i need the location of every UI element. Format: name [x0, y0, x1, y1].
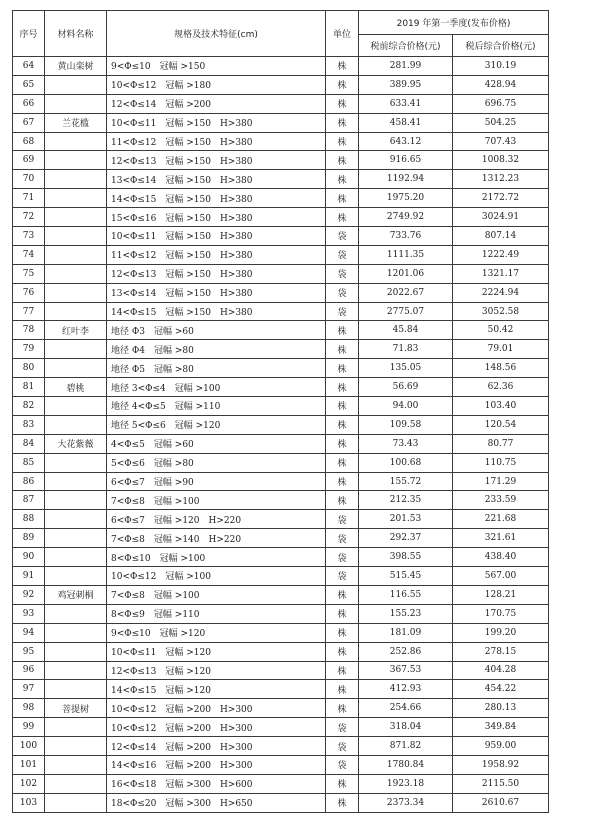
- post-tax-price: 280.13: [453, 699, 549, 718]
- row-number: 102: [13, 774, 45, 793]
- pre-tax-price: 2022.67: [359, 283, 453, 302]
- material-name: [45, 264, 107, 283]
- unit-cell: 株: [326, 321, 359, 340]
- material-name: [45, 642, 107, 661]
- table-row: [13, 567, 549, 586]
- spec-cell: 15<Φ≤16 冠幅 >150 H>380: [107, 208, 326, 227]
- row-number: 68: [13, 132, 45, 151]
- spec-cell: 10<Φ≤12 冠幅 >200 H>300: [107, 699, 326, 718]
- post-tax-price: 110.75: [453, 453, 549, 472]
- spec-cell: 9<Φ≤10 冠幅 >120: [107, 623, 326, 642]
- spec-cell: 12<Φ≤13 冠幅 >120: [107, 661, 326, 680]
- unit-cell: 袋: [326, 264, 359, 283]
- material-name: [45, 208, 107, 227]
- material-name: [45, 170, 107, 189]
- row-number: 83: [13, 415, 45, 434]
- material-name: [45, 189, 107, 208]
- table-row: [13, 585, 549, 604]
- pre-tax-price: 389.95: [359, 75, 453, 94]
- material-name: [45, 529, 107, 548]
- pre-tax-price: 73.43: [359, 434, 453, 453]
- pre-tax-price: 367.53: [359, 661, 453, 680]
- pre-tax-price: 515.45: [359, 567, 453, 586]
- unit-cell: 袋: [326, 283, 359, 302]
- row-number: 65: [13, 75, 45, 94]
- post-tax-price: 128.21: [453, 585, 549, 604]
- unit-cell: 袋: [326, 567, 359, 586]
- spec-cell: 地径 Φ3 冠幅 >60: [107, 321, 326, 340]
- row-number: 80: [13, 359, 45, 378]
- price-table: [12, 10, 549, 813]
- unit-cell: 株: [326, 113, 359, 132]
- row-number: 75: [13, 264, 45, 283]
- unit-cell: 株: [326, 57, 359, 76]
- unit-cell: 株: [326, 397, 359, 416]
- pre-tax-price: 398.55: [359, 548, 453, 567]
- table-row: [13, 699, 549, 718]
- row-number: 97: [13, 680, 45, 699]
- pre-tax-price: 318.04: [359, 718, 453, 737]
- table-row: [13, 113, 549, 132]
- material-name: [45, 567, 107, 586]
- pre-tax-price: 71.83: [359, 340, 453, 359]
- pre-tax-price: 2373.34: [359, 793, 453, 812]
- unit-cell: 株: [326, 94, 359, 113]
- material-name: 红叶李: [45, 321, 107, 340]
- pre-tax-price: 1192.94: [359, 170, 453, 189]
- table-row: [13, 529, 549, 548]
- pre-tax-price: 2749.92: [359, 208, 453, 227]
- post-tax-price: 3024.91: [453, 208, 549, 227]
- table-row: [13, 340, 549, 359]
- pre-tax-price: 1780.84: [359, 755, 453, 774]
- material-name: [45, 491, 107, 510]
- pre-tax-price: 155.72: [359, 472, 453, 491]
- post-tax-price: 2172.72: [453, 189, 549, 208]
- spec-cell: 8<Φ≤9 冠幅 >110: [107, 604, 326, 623]
- header-post-tax: 税后综合价格(元): [453, 35, 549, 57]
- header-pre-tax: 税前综合价格(元): [359, 35, 453, 57]
- spec-cell: 16<Φ≤18 冠幅 >300 H>600: [107, 774, 326, 793]
- unit-cell: 袋: [326, 718, 359, 737]
- table-row: [13, 623, 549, 642]
- material-name: 兰花槛: [45, 113, 107, 132]
- material-name: 鸡冠刺桐: [45, 585, 107, 604]
- unit-cell: 株: [326, 189, 359, 208]
- spec-cell: 5<Φ≤6 冠幅 >80: [107, 453, 326, 472]
- spec-cell: 13<Φ≤14 冠幅 >150 H>380: [107, 283, 326, 302]
- row-number: 86: [13, 472, 45, 491]
- row-number: 99: [13, 718, 45, 737]
- spec-cell: 7<Φ≤8 冠幅 >100: [107, 585, 326, 604]
- post-tax-price: 103.40: [453, 397, 549, 416]
- post-tax-price: 696.75: [453, 94, 549, 113]
- unit-cell: 袋: [326, 529, 359, 548]
- row-number: 79: [13, 340, 45, 359]
- pre-tax-price: 1975.20: [359, 189, 453, 208]
- table-row: [13, 283, 549, 302]
- spec-cell: 6<Φ≤7 冠幅 >90: [107, 472, 326, 491]
- row-number: 101: [13, 755, 45, 774]
- table-header: [13, 11, 549, 57]
- unit-cell: 株: [326, 434, 359, 453]
- pre-tax-price: 252.86: [359, 642, 453, 661]
- pre-tax-price: 458.41: [359, 113, 453, 132]
- unit-cell: 株: [326, 623, 359, 642]
- spec-cell: 11<Φ≤12 冠幅 >150 H>380: [107, 245, 326, 264]
- row-number: 74: [13, 245, 45, 264]
- table-body: [13, 57, 549, 813]
- header-seq: 序号: [13, 11, 45, 57]
- header-unit: 单位: [326, 11, 359, 57]
- material-name: [45, 718, 107, 737]
- post-tax-price: 79.01: [453, 340, 549, 359]
- post-tax-price: 1222.49: [453, 245, 549, 264]
- unit-cell: 株: [326, 472, 359, 491]
- row-number: 92: [13, 585, 45, 604]
- row-number: 94: [13, 623, 45, 642]
- pre-tax-price: 1923.18: [359, 774, 453, 793]
- table-row: [13, 359, 549, 378]
- post-tax-price: 2115.50: [453, 774, 549, 793]
- row-number: 89: [13, 529, 45, 548]
- unit-cell: 袋: [326, 755, 359, 774]
- material-name: [45, 227, 107, 246]
- spec-cell: 14<Φ≤15 冠幅 >150 H>380: [107, 302, 326, 321]
- row-number: 87: [13, 491, 45, 510]
- unit-cell: 株: [326, 774, 359, 793]
- unit-cell: 株: [326, 151, 359, 170]
- material-name: [45, 302, 107, 321]
- row-number: 103: [13, 793, 45, 812]
- spec-cell: 地径 3<Φ≤4 冠幅 >100: [107, 378, 326, 397]
- spec-cell: 7<Φ≤8 冠幅 >140 H>220: [107, 529, 326, 548]
- material-name: 大花紫薇: [45, 434, 107, 453]
- post-tax-price: 321.61: [453, 529, 549, 548]
- post-tax-price: 1321.17: [453, 264, 549, 283]
- post-tax-price: 120.54: [453, 415, 549, 434]
- table-row: [13, 378, 549, 397]
- material-name: [45, 75, 107, 94]
- pre-tax-price: 871.82: [359, 737, 453, 756]
- material-name: [45, 774, 107, 793]
- table-row: [13, 75, 549, 94]
- spec-cell: 12<Φ≤13 冠幅 >150 H>380: [107, 151, 326, 170]
- row-number: 71: [13, 189, 45, 208]
- spec-cell: 地径 Φ4 冠幅 >80: [107, 340, 326, 359]
- table-row: [13, 491, 549, 510]
- table-row: [13, 170, 549, 189]
- material-name: 菩提树: [45, 699, 107, 718]
- table-row: [13, 302, 549, 321]
- pre-tax-price: 100.68: [359, 453, 453, 472]
- pre-tax-price: 201.53: [359, 510, 453, 529]
- table-row: [13, 227, 549, 246]
- unit-cell: 袋: [326, 510, 359, 529]
- material-name: 黄山栾树: [45, 57, 107, 76]
- pre-tax-price: 412.93: [359, 680, 453, 699]
- table-row: [13, 397, 549, 416]
- material-name: [45, 359, 107, 378]
- pre-tax-price: 633.41: [359, 94, 453, 113]
- row-number: 90: [13, 548, 45, 567]
- material-name: [45, 755, 107, 774]
- pre-tax-price: 916.65: [359, 151, 453, 170]
- material-name: [45, 548, 107, 567]
- post-tax-price: 807.14: [453, 227, 549, 246]
- material-name: [45, 453, 107, 472]
- table-row: [13, 793, 549, 812]
- post-tax-price: 80.77: [453, 434, 549, 453]
- unit-cell: 株: [326, 359, 359, 378]
- header-material-name: 材料名称: [45, 11, 107, 57]
- spec-cell: 10<Φ≤11 冠幅 >150 H>380: [107, 227, 326, 246]
- table-row: [13, 151, 549, 170]
- post-tax-price: 171.29: [453, 472, 549, 491]
- post-tax-price: 278.15: [453, 642, 549, 661]
- spec-cell: 8<Φ≤10 冠幅 >100: [107, 548, 326, 567]
- table-row: [13, 680, 549, 699]
- material-name: [45, 245, 107, 264]
- row-number: 93: [13, 604, 45, 623]
- spec-cell: 10<Φ≤11 冠幅 >120: [107, 642, 326, 661]
- material-name: [45, 623, 107, 642]
- spec-cell: 4<Φ≤5 冠幅 >60: [107, 434, 326, 453]
- pre-tax-price: 94.00: [359, 397, 453, 416]
- material-name: [45, 661, 107, 680]
- table-row: [13, 245, 549, 264]
- unit-cell: 株: [326, 453, 359, 472]
- post-tax-price: 1008.32: [453, 151, 549, 170]
- header-spec: 规格及技术特征(cm): [107, 11, 326, 57]
- post-tax-price: 199.20: [453, 623, 549, 642]
- material-name: [45, 415, 107, 434]
- post-tax-price: 3052.58: [453, 302, 549, 321]
- table-row: [13, 132, 549, 151]
- spec-cell: 10<Φ≤11 冠幅 >150 H>380: [107, 113, 326, 132]
- row-number: 70: [13, 170, 45, 189]
- material-name: [45, 397, 107, 416]
- row-number: 69: [13, 151, 45, 170]
- post-tax-price: 310.19: [453, 57, 549, 76]
- pre-tax-price: 45.84: [359, 321, 453, 340]
- post-tax-price: 349.84: [453, 718, 549, 737]
- post-tax-price: 1312.23: [453, 170, 549, 189]
- post-tax-price: 221.68: [453, 510, 549, 529]
- unit-cell: 株: [326, 793, 359, 812]
- spec-cell: 14<Φ≤15 冠幅 >120: [107, 680, 326, 699]
- spec-cell: 地径 Φ5 冠幅 >80: [107, 359, 326, 378]
- row-number: 67: [13, 113, 45, 132]
- row-number: 78: [13, 321, 45, 340]
- pre-tax-price: 181.09: [359, 623, 453, 642]
- unit-cell: 株: [326, 75, 359, 94]
- pre-tax-price: 281.99: [359, 57, 453, 76]
- spec-cell: 11<Φ≤12 冠幅 >150 H>380: [107, 132, 326, 151]
- pre-tax-price: 254.66: [359, 699, 453, 718]
- post-tax-price: 2224.94: [453, 283, 549, 302]
- post-tax-price: 62.36: [453, 378, 549, 397]
- post-tax-price: 567.00: [453, 567, 549, 586]
- spec-cell: 18<Φ≤20 冠幅 >300 H>650: [107, 793, 326, 812]
- unit-cell: 株: [326, 491, 359, 510]
- material-name: 碧桃: [45, 378, 107, 397]
- unit-cell: 株: [326, 680, 359, 699]
- material-name: [45, 151, 107, 170]
- table-row: [13, 774, 549, 793]
- spec-cell: 地径 5<Φ≤6 冠幅 >120: [107, 415, 326, 434]
- unit-cell: 株: [326, 378, 359, 397]
- post-tax-price: 148.56: [453, 359, 549, 378]
- table-row: [13, 737, 549, 756]
- material-name: [45, 132, 107, 151]
- unit-cell: 株: [326, 661, 359, 680]
- unit-cell: 袋: [326, 548, 359, 567]
- unit-cell: 袋: [326, 227, 359, 246]
- material-name: [45, 340, 107, 359]
- row-number: 72: [13, 208, 45, 227]
- pre-tax-price: 2775.07: [359, 302, 453, 321]
- post-tax-price: 959.00: [453, 737, 549, 756]
- spec-cell: 12<Φ≤14 冠幅 >200 H>300: [107, 737, 326, 756]
- row-number: 96: [13, 661, 45, 680]
- unit-cell: 袋: [326, 737, 359, 756]
- post-tax-price: 2610.67: [453, 793, 549, 812]
- table-row: [13, 548, 549, 567]
- table-row: [13, 472, 549, 491]
- pre-tax-price: 212.35: [359, 491, 453, 510]
- table-row: [13, 321, 549, 340]
- material-name: [45, 793, 107, 812]
- pre-tax-price: 643.12: [359, 132, 453, 151]
- pre-tax-price: 292.37: [359, 529, 453, 548]
- row-number: 98: [13, 699, 45, 718]
- pre-tax-price: 733.76: [359, 227, 453, 246]
- row-number: 100: [13, 737, 45, 756]
- pre-tax-price: 135.05: [359, 359, 453, 378]
- table-row: [13, 642, 549, 661]
- row-number: 81: [13, 378, 45, 397]
- row-number: 66: [13, 94, 45, 113]
- unit-cell: 袋: [326, 245, 359, 264]
- row-number: 95: [13, 642, 45, 661]
- unit-cell: 袋: [326, 302, 359, 321]
- post-tax-price: 170.75: [453, 604, 549, 623]
- material-name: [45, 510, 107, 529]
- post-tax-price: 50.42: [453, 321, 549, 340]
- spec-cell: 12<Φ≤14 冠幅 >200: [107, 94, 326, 113]
- post-tax-price: 707.43: [453, 132, 549, 151]
- row-number: 64: [13, 57, 45, 76]
- table-row: [13, 453, 549, 472]
- material-name: [45, 737, 107, 756]
- pre-tax-price: 116.55: [359, 585, 453, 604]
- row-number: 84: [13, 434, 45, 453]
- table-row: [13, 604, 549, 623]
- unit-cell: 株: [326, 132, 359, 151]
- unit-cell: 株: [326, 340, 359, 359]
- unit-cell: 株: [326, 642, 359, 661]
- table-row: [13, 718, 549, 737]
- post-tax-price: 454.22: [453, 680, 549, 699]
- post-tax-price: 404.28: [453, 661, 549, 680]
- spec-cell: 10<Φ≤12 冠幅 >180: [107, 75, 326, 94]
- unit-cell: 株: [326, 699, 359, 718]
- post-tax-price: 428.94: [453, 75, 549, 94]
- row-number: 91: [13, 567, 45, 586]
- row-number: 76: [13, 283, 45, 302]
- material-name: [45, 94, 107, 113]
- pre-tax-price: 155.23: [359, 604, 453, 623]
- material-name: [45, 472, 107, 491]
- spec-cell: 7<Φ≤8 冠幅 >100: [107, 491, 326, 510]
- pre-tax-price: 56.69: [359, 378, 453, 397]
- unit-cell: 株: [326, 604, 359, 623]
- pre-tax-price: 109.58: [359, 415, 453, 434]
- row-number: 85: [13, 453, 45, 472]
- table-row: [13, 264, 549, 283]
- spec-cell: 13<Φ≤14 冠幅 >150 H>380: [107, 170, 326, 189]
- post-tax-price: 233.59: [453, 491, 549, 510]
- spec-cell: 14<Φ≤16 冠幅 >200 H>300: [107, 755, 326, 774]
- row-number: 73: [13, 227, 45, 246]
- table-row: [13, 755, 549, 774]
- table-row: [13, 189, 549, 208]
- material-name: [45, 604, 107, 623]
- table-row: [13, 415, 549, 434]
- row-number: 88: [13, 510, 45, 529]
- spec-cell: 14<Φ≤15 冠幅 >150 H>380: [107, 189, 326, 208]
- post-tax-price: 504.25: [453, 113, 549, 132]
- unit-cell: 株: [326, 585, 359, 604]
- table-row: [13, 661, 549, 680]
- pre-tax-price: 1111.35: [359, 245, 453, 264]
- spec-cell: 10<Φ≤12 冠幅 >200 H>300: [107, 718, 326, 737]
- spec-cell: 9<Φ≤10 冠幅 >150: [107, 57, 326, 76]
- row-number: 77: [13, 302, 45, 321]
- table-row: [13, 94, 549, 113]
- table-row: [13, 208, 549, 227]
- unit-cell: 株: [326, 415, 359, 434]
- post-tax-price: 1958.92: [453, 755, 549, 774]
- spec-cell: 地径 4<Φ≤5 冠幅 >110: [107, 397, 326, 416]
- spec-cell: 12<Φ≤13 冠幅 >150 H>380: [107, 264, 326, 283]
- unit-cell: 株: [326, 170, 359, 189]
- spec-cell: 6<Φ≤7 冠幅 >120 H>220: [107, 510, 326, 529]
- table-row: [13, 434, 549, 453]
- material-name: [45, 283, 107, 302]
- spec-cell: 10<Φ≤12 冠幅 >100: [107, 567, 326, 586]
- table-row: [13, 57, 549, 76]
- pre-tax-price: 1201.06: [359, 264, 453, 283]
- post-tax-price: 438.40: [453, 548, 549, 567]
- header-quarter: 2019 年第一季度(发布价格): [359, 11, 549, 35]
- material-name: [45, 680, 107, 699]
- unit-cell: 株: [326, 208, 359, 227]
- table-row: [13, 510, 549, 529]
- row-number: 82: [13, 397, 45, 416]
